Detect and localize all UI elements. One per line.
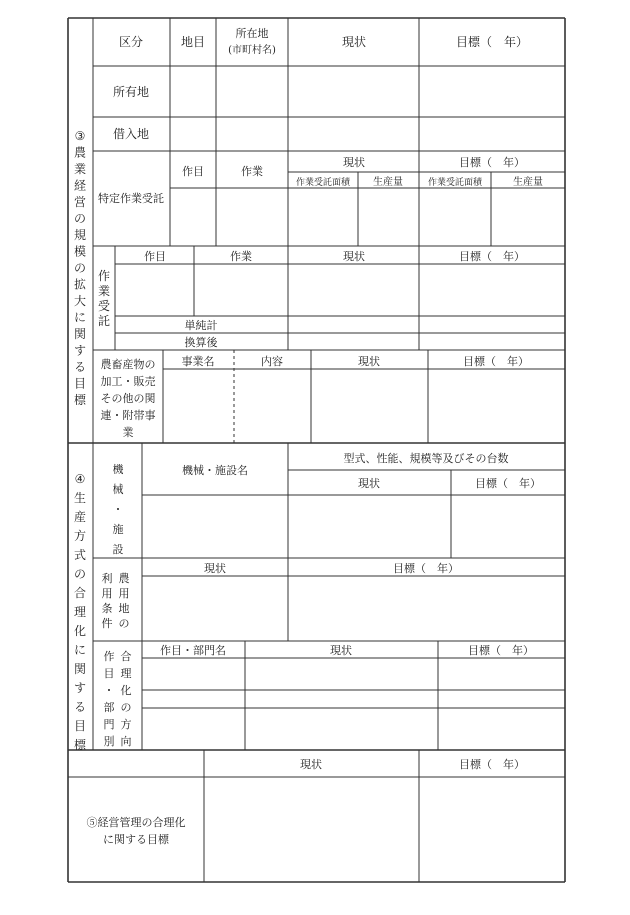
v-sec3-char: 目 [73, 376, 87, 391]
nouyouchi-genjo: 現状 [204, 562, 226, 575]
sec5-title-2: に関する目標 [103, 833, 169, 846]
v-kikai-char: ・ [112, 503, 124, 516]
tokutei-mokuhyo: 目標（ 年） [459, 156, 525, 169]
v-sec4-char: 生 [73, 491, 87, 505]
v-sakumoku-char: 別 [103, 735, 115, 748]
v-sec3-char: る [73, 360, 87, 374]
v-sakumoku-char: 化 [120, 684, 132, 697]
tokutei-mokuhyo-seisanryo: 生産量 [513, 177, 543, 188]
v-sakumoku-char: 合 [120, 650, 132, 663]
kikai-label [113, 462, 125, 556]
v-kikai-char: 設 [112, 543, 124, 556]
kikai-genjo: 現状 [358, 477, 380, 490]
v-sec4-char: 産 [73, 510, 87, 524]
v-kikai-char: 施 [112, 523, 124, 536]
kakou-jigyomei: 事業名 [181, 355, 215, 368]
kakou-mokuhyo: 目標（ 年） [463, 355, 529, 368]
header-kubun: 区分 [118, 35, 144, 49]
v-sec3-char: 標 [73, 393, 87, 407]
v-sakumoku-char: 理 [120, 667, 132, 680]
kakou-label-1: 農畜産物の [100, 358, 156, 371]
row-shakunyuchi: 借入地 [112, 127, 150, 141]
header-chimoku: 地目 [180, 35, 206, 49]
v-sec3-char: 営 [73, 195, 87, 209]
kakou-naiyo: 内容 [261, 355, 283, 368]
v-nouyouchi-char: の [118, 617, 130, 630]
v-nouyouchi-char: 農 [118, 572, 130, 585]
nouyouchi-mokuhyo: 目標（ 年） [393, 562, 459, 575]
v-sec4-char: 化 [73, 624, 87, 638]
sec3-title [74, 129, 87, 407]
v-sakumoku-char: 向 [120, 735, 132, 748]
sec4-title [74, 472, 87, 752]
sj-genjo: 現状 [343, 250, 365, 263]
kakou-label-4: 連・附帯事 [100, 409, 156, 422]
v-sec3-char: 関 [73, 327, 87, 341]
v-sj-char: 受 [97, 299, 111, 313]
row-tokutei: 特定作業受託 [98, 192, 164, 205]
v-sec4-char: ④ [74, 472, 86, 486]
v-nouyouchi-char: 条 [101, 602, 113, 615]
v-sakumoku-char: の [120, 701, 132, 714]
v-sec3-char: す [73, 343, 87, 358]
v-sakumoku-char: ・ [103, 684, 115, 697]
v-kikai-char: 機 [112, 463, 124, 476]
tokutei-mokuhyo-menseki: 作業受託面積 [427, 178, 483, 188]
kikai-mokuhyo: 目標（ 年） [475, 477, 541, 490]
sakumoku-genjo: 現状 [330, 644, 352, 657]
tokutei-genjo-seisanryo: 生産量 [373, 177, 403, 188]
v-nouyouchi-char: 地 [118, 602, 130, 615]
sj-tanjunkei: 単純計 [184, 319, 218, 332]
v-sec4-char: 合 [73, 586, 87, 600]
v-sec3-char: の [73, 211, 87, 226]
v-sakumoku-char: 作 [103, 650, 115, 663]
tokutei-genjo-menseki: 作業受託面積 [295, 178, 351, 188]
v-sec4-char: 式 [73, 548, 87, 562]
header-mokuhyo: 目標（ 年） [455, 35, 529, 49]
v-sj-char: 作 [97, 269, 111, 283]
kikai-name-header: 機械・施設名 [182, 464, 248, 477]
header-shozaichi-sub: (市町村名) [228, 45, 276, 56]
v-sec4-char: 関 [73, 662, 87, 676]
v-sec3-char: 業 [73, 162, 87, 176]
kakou-label-5: 業 [122, 426, 134, 439]
v-nouyouchi-char: 用 [118, 587, 130, 600]
v-sakumoku-char: 方 [120, 718, 132, 731]
v-sec4-char: の [73, 567, 87, 581]
sj-mokuhyo: 目標（ 年） [459, 250, 525, 263]
v-sakumoku-char: 部 [103, 701, 115, 714]
sakumoku-mokuhyo: 目標（ 年） [468, 644, 534, 657]
v-sec3-char: 拡 [73, 277, 87, 292]
v-sec4-char: 理 [73, 605, 87, 619]
kakou-label-2: 加工・販売 [100, 375, 156, 388]
tokutei-sagyo: 作業 [241, 165, 263, 178]
v-nouyouchi-char: 利 [101, 572, 113, 585]
sec5-mokuhyo: 目標（ 年） [459, 758, 525, 771]
v-kikai-char: 械 [112, 483, 124, 496]
v-sec3-char: 経 [73, 178, 87, 193]
v-sec3-char: 模 [73, 244, 87, 259]
sakumoku-label [104, 649, 132, 748]
v-sec3-char: ③ [74, 129, 86, 143]
kakou-genjo: 現状 [358, 355, 380, 368]
header-shozaichi: 所在地 [235, 27, 269, 40]
v-sec3-char: 農 [73, 145, 87, 160]
v-sakumoku-char: 門 [103, 718, 115, 731]
sagyo-jutaku-label [98, 269, 110, 328]
sec5-genjo: 現状 [300, 758, 322, 771]
sj-kansango: 換算後 [184, 336, 218, 349]
v-sec4-char: 標 [73, 738, 87, 752]
v-nouyouchi-char: 件 [101, 617, 113, 630]
v-sec4-char: る [73, 700, 87, 714]
v-sec4-char: す [73, 681, 87, 695]
sj-sakumoku: 作目 [144, 250, 166, 263]
tokutei-genjo: 現状 [343, 156, 365, 169]
v-sec3-char: に [73, 310, 87, 325]
kikai-spec-header: 型式、性能、規模等及びその台数 [343, 452, 509, 465]
v-nouyouchi-char: 用 [101, 587, 113, 600]
tokutei-sakumoku: 作目 [182, 165, 204, 178]
v-sec4-char: に [73, 643, 87, 657]
v-sec3-char: 規 [73, 228, 87, 242]
v-sec3-char: の [73, 261, 87, 275]
sj-sagyo: 作業 [230, 250, 252, 263]
sec5-title-1: ⑤経営管理の合理化 [86, 816, 186, 829]
v-sj-char: 託 [97, 314, 111, 328]
nouyouchi-label [102, 571, 130, 630]
row-shoyuchi: 所有地 [112, 85, 150, 99]
header-genjo: 現状 [341, 35, 367, 49]
sakumoku-bumon: 作目・部門名 [160, 644, 226, 657]
v-sec4-char: 方 [73, 529, 87, 543]
v-sec4-char: 目 [73, 719, 87, 733]
v-sj-char: 業 [97, 284, 111, 298]
v-sakumoku-char: 目 [103, 667, 115, 680]
v-sec3-char: 大 [73, 294, 87, 308]
kakou-label-3: その他の関 [100, 392, 156, 405]
